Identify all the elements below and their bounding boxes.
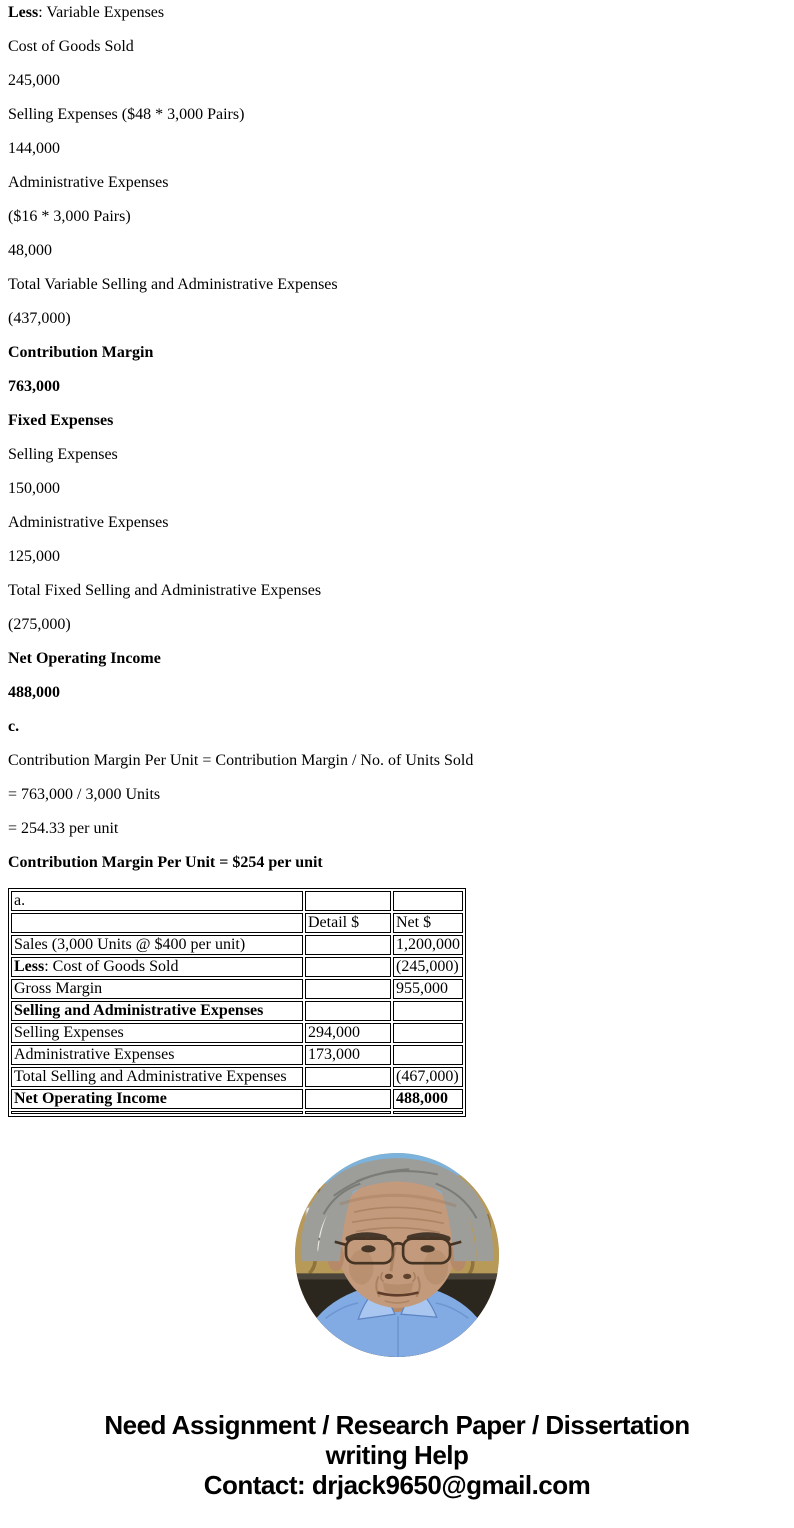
paragraph: (437,000)	[8, 310, 71, 327]
table-row	[11, 913, 463, 933]
summary-table-body	[11, 891, 463, 1114]
document-body	[8, 4, 786, 1500]
table-cell	[305, 1111, 391, 1114]
eye	[420, 1245, 434, 1252]
table-cell: a.	[11, 891, 303, 911]
table-row	[11, 1023, 463, 1043]
table-cell	[305, 1001, 391, 1021]
table-cell: (245,000)	[393, 957, 463, 977]
paragraph: Administrative Expenses	[8, 514, 169, 531]
paragraph: Fixed Expenses	[8, 412, 114, 429]
table-row	[11, 1089, 463, 1109]
paragraph: 144,000	[8, 140, 60, 157]
paragraph: Contribution Margin Per Unit = $254 per unit	[8, 854, 323, 871]
table-cell	[305, 891, 391, 911]
table-cell	[305, 957, 391, 977]
table-cell: Net $	[393, 913, 463, 933]
nostril	[403, 1274, 411, 1279]
table-row	[11, 1111, 463, 1114]
table-cell	[393, 891, 463, 911]
table-cell	[305, 935, 391, 955]
paragraph: Less: Variable Expenses	[8, 4, 165, 21]
table-cell	[393, 1001, 463, 1021]
table-cell	[305, 1067, 391, 1087]
table-cell: Selling Expenses	[11, 1023, 303, 1043]
table-cell	[11, 1111, 303, 1114]
table-cell: Total Selling and Administrative Expenses	[11, 1067, 303, 1087]
table-row	[11, 891, 463, 911]
paragraph: Contribution Margin Per Unit = Contribution Margin / No. of Units Sold	[8, 752, 474, 769]
paragraph: 48,000	[8, 242, 52, 259]
table-cell: 173,000	[305, 1045, 391, 1065]
footer-line: Contact: drjack9650@gmail.com	[203, 1470, 591, 1500]
paragraph-list	[8, 4, 786, 872]
table-cell	[11, 913, 303, 933]
table-cell	[305, 1089, 391, 1109]
table-row	[11, 979, 463, 999]
summary-table	[8, 888, 466, 1117]
footer-line: writing Help	[325, 1440, 469, 1470]
paragraph: Selling Expenses ($48 * 3,000 Pairs)	[8, 106, 245, 123]
footer-banner	[8, 1410, 786, 1500]
paragraph: = 763,000 / 3,000 Units	[8, 786, 161, 803]
paragraph: Contribution Margin	[8, 344, 154, 361]
table-cell: 1,200,000	[393, 935, 463, 955]
table-cell: 488,000	[393, 1089, 463, 1109]
paragraph: = 254.33 per unit	[8, 820, 119, 837]
footer-line: Need Assignment / Research Paper / Dissertation	[104, 1410, 690, 1440]
paragraph: Cost of Goods Sold	[8, 38, 134, 55]
table-cell: Net Operating Income	[11, 1089, 303, 1109]
paragraph: 488,000	[8, 684, 60, 701]
eye	[361, 1245, 375, 1252]
table-row	[11, 1067, 463, 1087]
table-cell: Administrative Expenses	[11, 1045, 303, 1065]
table-cell: Sales (3,000 Units @ $400 per unit)	[11, 935, 303, 955]
table-cell: 955,000	[393, 979, 463, 999]
table-cell	[393, 1023, 463, 1043]
paragraph: 150,000	[8, 480, 60, 497]
paragraph: ($16 * 3,000 Pairs)	[8, 208, 131, 225]
table-cell: Gross Margin	[11, 979, 303, 999]
paragraph: Net Operating Income	[8, 650, 161, 667]
table-cell: 294,000	[305, 1023, 391, 1043]
paragraph: Selling Expenses	[8, 446, 118, 463]
table-row	[11, 1001, 463, 1021]
avatar-wrap	[8, 1153, 786, 1362]
table-row	[11, 957, 463, 977]
table-cell: Detail $	[305, 913, 391, 933]
profile-photo	[295, 1153, 499, 1357]
paragraph: 763,000	[8, 378, 60, 395]
paragraph: (275,000)	[8, 616, 71, 633]
table-cell	[305, 979, 391, 999]
table-cell	[393, 1111, 463, 1114]
table-row	[11, 1045, 463, 1065]
paragraph: Total Fixed Selling and Administrative Expenses	[8, 582, 322, 599]
table-cell: Less: Cost of Goods Sold	[11, 957, 303, 977]
paragraph: 245,000	[8, 72, 60, 89]
table-cell: Selling and Administrative Expenses	[11, 1001, 303, 1021]
paragraph: Total Variable Selling and Administrative Expenses	[8, 276, 338, 293]
paragraph: Administrative Expenses	[8, 174, 169, 191]
table-row	[11, 935, 463, 955]
table-cell: (467,000)	[393, 1067, 463, 1087]
table-cell	[393, 1045, 463, 1065]
paragraph: 125,000	[8, 548, 60, 565]
paragraph: c.	[8, 718, 20, 735]
nostril	[385, 1274, 393, 1279]
